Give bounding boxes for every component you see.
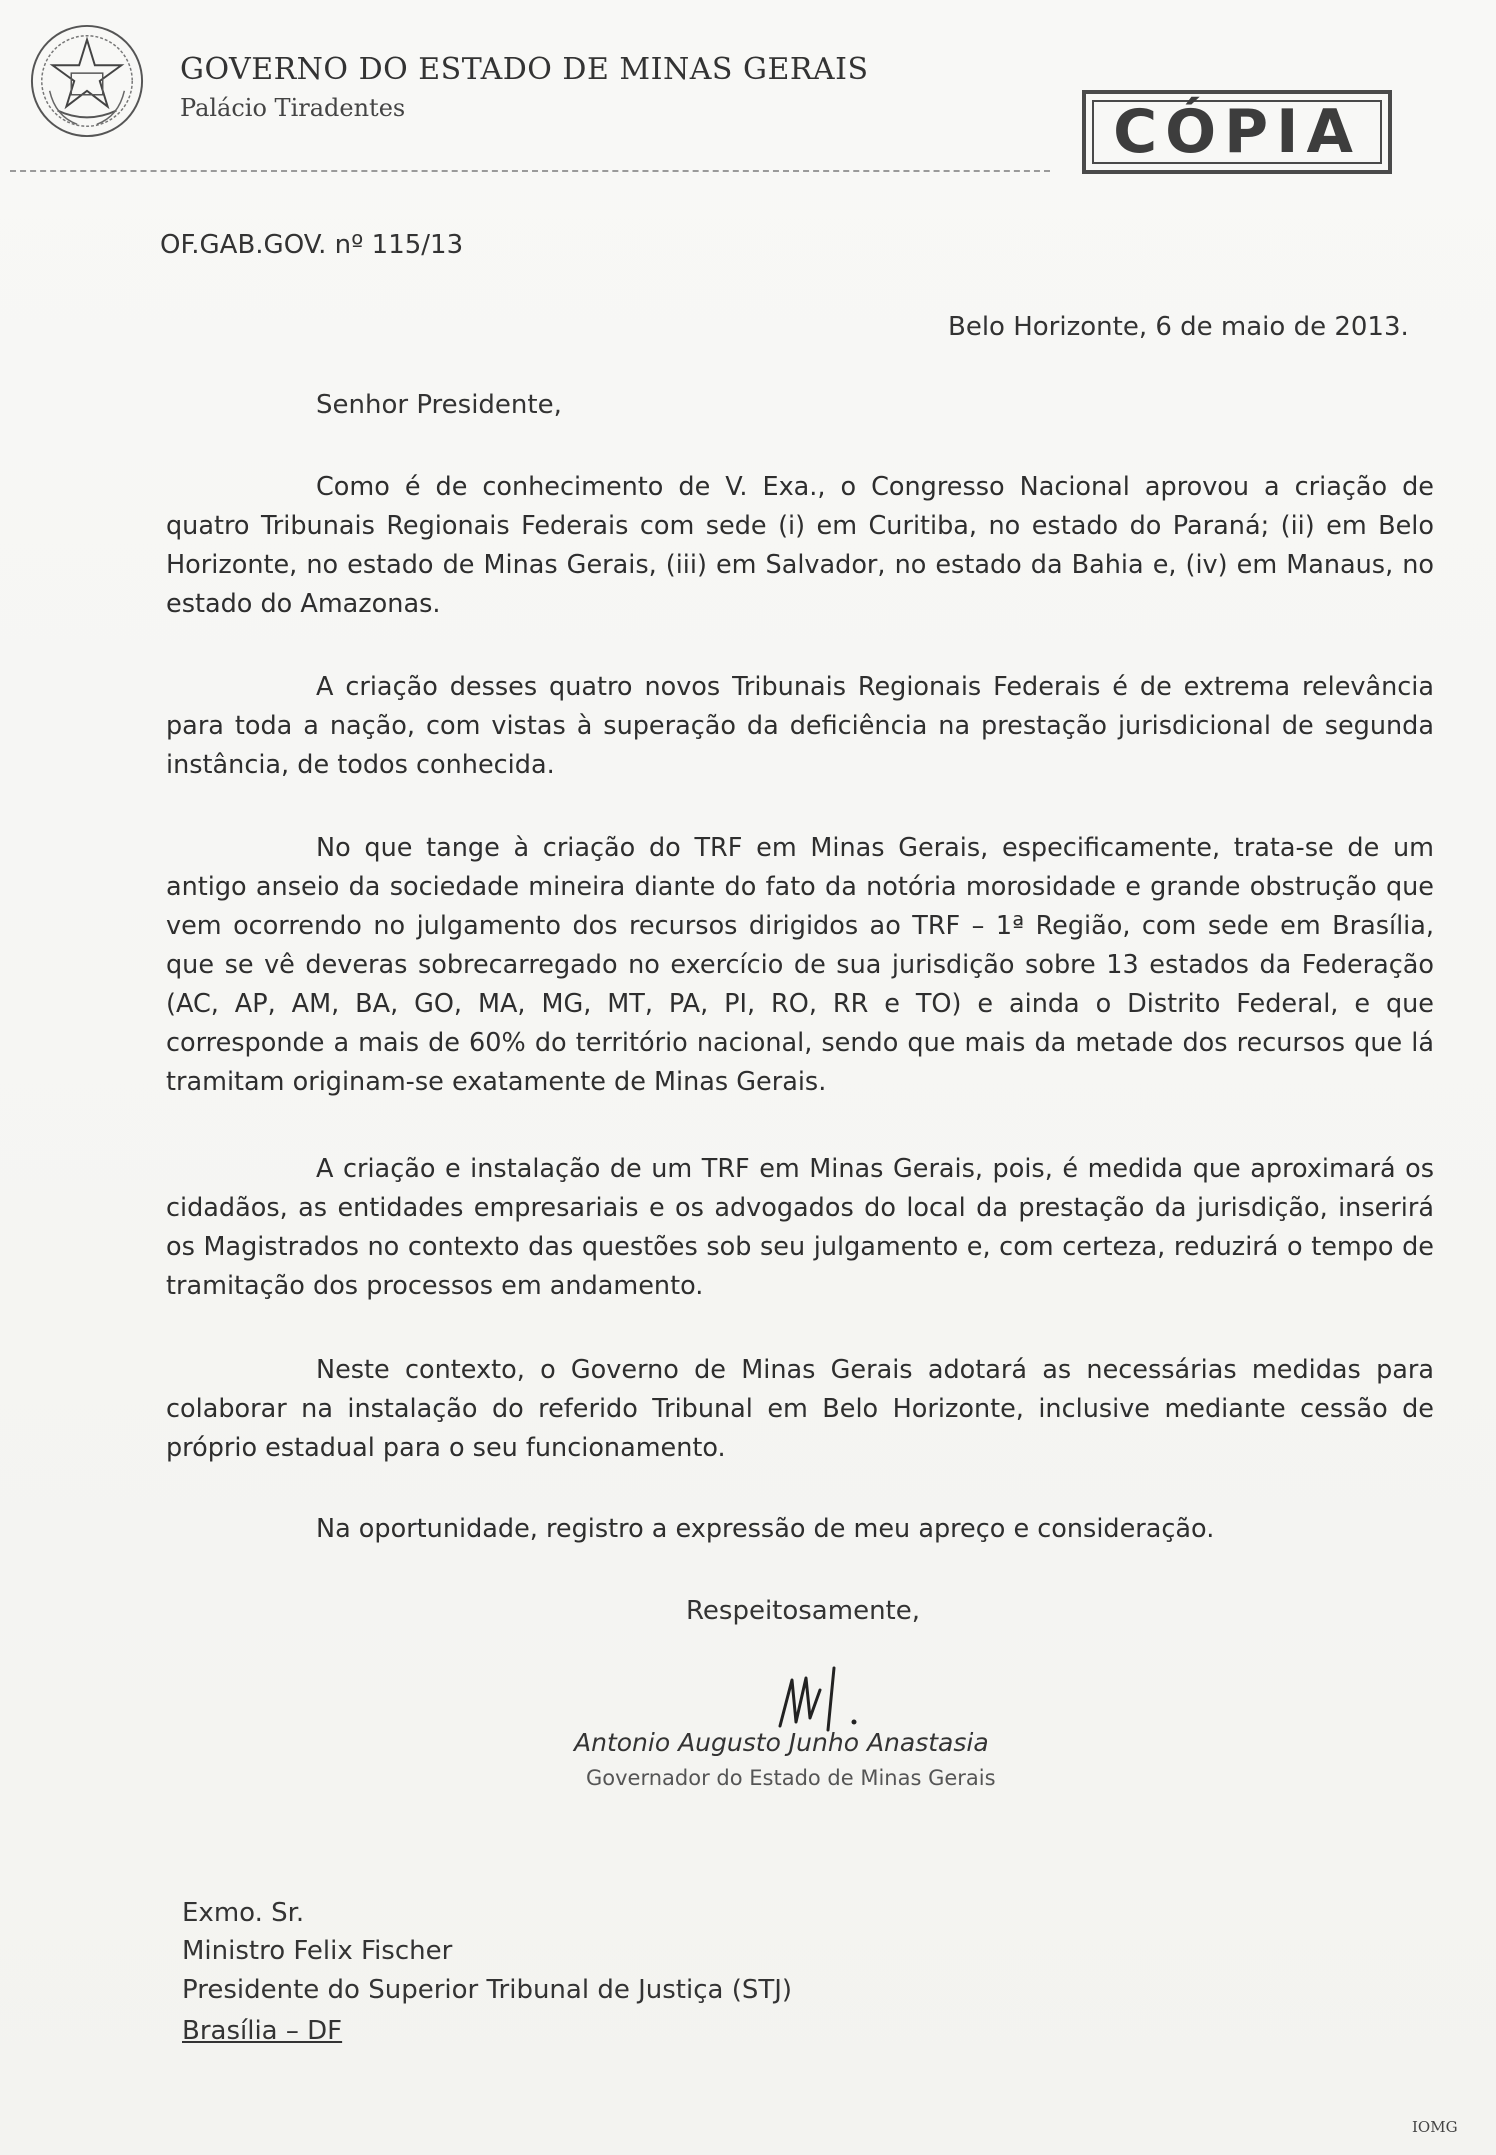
salutation: Senhor Presidente, [316, 390, 562, 420]
addressee-line-1: Exmo. Sr. [182, 1898, 305, 1928]
stamp-label: CÓPIA [1113, 97, 1361, 167]
paragraph-5: Neste contexto, o Governo de Minas Gerais adotará as necessárias medidas para colaborar na instalação do referido Tribunal em Belo Horizonte, inclusive mediante cessão de próprio estadual para o seu funcionamento. [166, 1355, 1434, 1463]
footer-code: IOMG [1412, 2118, 1458, 2136]
addressee-line-2: Ministro Felix Fischer [182, 1936, 453, 1966]
addressee-line-3: Presidente do Superior Tribunal de Justiça (STJ) [182, 1975, 793, 2005]
paragraph-6: Na oportunidade, registro a expressão de meu apreço e consideração. [316, 1514, 1215, 1544]
letterhead-divider [10, 170, 1050, 172]
paragraph-3: No que tange à criação do TRF em Minas Gerais, especificamente, trata-se de um antigo anseio da sociedade mineira diante do fato da notória morosidade e grande obstrução que vem ocorrendo no julgamento dos recursos dirigidos ao TRF – 1ª Região, com sede em Brasília, que se vê deveras sobrecarregado no exercício de sua jurisdição sobre 13 estados da Federação (AC, AP, AM, BA, GO, MA, MG, MT, PA, PI, RO, RR e TO) e ainda o Distrito Federal, e que corresponde a mais de 60% do território nacional, sendo que mais da metade dos recursos que lá tramitam originam-se exatamente de Minas Gerais. [166, 833, 1434, 1097]
letter-date: Belo Horizonte, 6 de maio de 2013. [948, 312, 1409, 342]
coat-of-arms-icon [28, 22, 146, 140]
document-reference: OF.GAB.GOV. nº 115/13 [160, 230, 464, 260]
signer-name: Antonio Augusto Junho Anastasia [574, 1728, 989, 1757]
paragraph-1: Como é de conhecimento de V. Exa., o Congresso Nacional aprovou a criação de quatro Tribunais Regionais Federais com sede (i) em Curitiba, no estado do Paraná; (ii) em Belo Horizonte, no estado de Minas Gerais, (iii) em Salvador, no estado da Bahia e, (iv) em Manaus, no estado do Amazonas. [166, 472, 1434, 619]
letterhead-subtitle: Palácio Tiradentes [180, 94, 406, 122]
closing: Respeitosamente, [686, 1596, 920, 1626]
letterhead-title: GOVERNO DO ESTADO DE MINAS GERAIS [180, 52, 869, 87]
paragraph-2: A criação desses quatro novos Tribunais Regionais Federais é de extrema relevância para toda a nação, com vistas à superação da deficiência na prestação jurisdicional de segunda instância, de todos conhecida. [166, 672, 1434, 780]
signer-title: Governador do Estado de Minas Gerais [586, 1766, 996, 1790]
copy-stamp [1082, 90, 1392, 174]
paragraph-4: A criação e instalação de um TRF em Minas Gerais, pois, é medida que aproximará os cidadãos, as entidades empresariais e os advogados do local da prestação da jurisdição, inserirá os Magistrados no contexto das questões sob seu julgamento e, com certeza, reduzirá o tempo de tramitação dos processos em andamento. [166, 1154, 1434, 1301]
addressee-line-4: Brasília – DF [182, 2016, 343, 2046]
